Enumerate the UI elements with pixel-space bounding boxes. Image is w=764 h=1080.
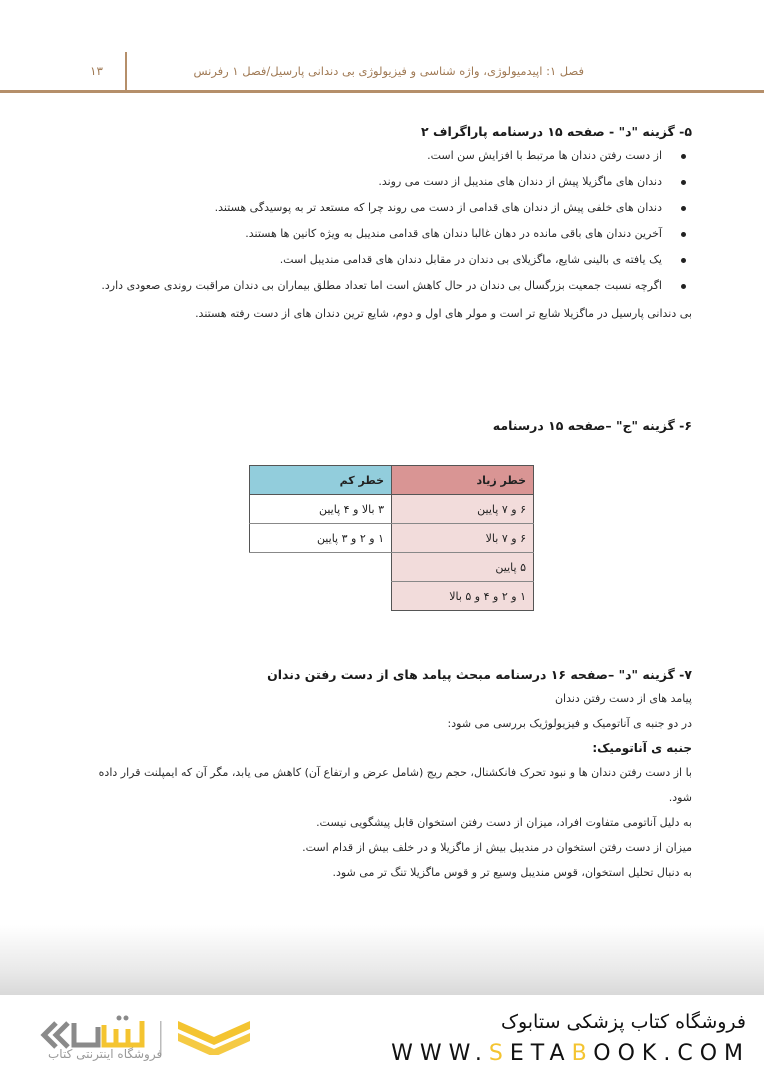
question-5-summary: بی دندانی پارسیل در ماگزیلا شایع تر است و مولر های اول و دوم، شایع ترین دندان های از دست رفته هستند. [195,307,692,320]
question-5-bullets [80,143,692,299]
high-risk-cell: ۶ و ۷ پایین [392,495,534,524]
bullet-icon [681,232,686,237]
bullet-icon [681,206,686,211]
question-7-body: به دلیل آناتومی متفاوت افراد، میزان از دست رفتن استخوان قابل پیشگویی نیست. [316,816,692,829]
high-risk-cell: ۵ پایین [392,553,534,582]
running-title: فصل ۱: اپیدمیولوژی، واژه شناسی و فیزیولوژی بی دندانی پارسیل/فصل ۱ رفرنس [193,64,584,78]
question-7-subheading: جنبه ی آناتومیک: [592,741,692,755]
page-number: ۱۳ [90,64,103,78]
list-item: دندان های خلفی پیش از دندان های قدامی از دست می روند چرا که مستعد تر به پوسیدگی هستند. [80,195,692,221]
high-risk-cell: ۶ و ۷ بالا [392,524,534,553]
question-7-title: ۷- گزینه "د" –صفحه ۱۶ درسنامه مبحث پیامد های از دست رفتن دندان [267,667,692,682]
bullet-icon [681,180,686,185]
high-risk-cell: ۱ و ۲ و ۴ و ۵ بالا [392,582,534,611]
store-url[interactable]: WWW.SETABOOK.COM [391,1041,750,1066]
table-row [250,582,534,611]
low-risk-cell: ۳ بالا و ۴ پایین [250,495,392,524]
low-risk-header: خطر کم [250,466,392,495]
header-divider [125,52,127,92]
question-7-line: پیامد های از دست رفتن دندان [554,692,692,705]
high-risk-header: خطر زیاد [392,466,534,495]
question-7-body: با از دست رفتن دندان ها و نبود تحرک فانکشنال، حجم ریج (شامل عرض و ارتفاع آن) کاهش می یابد، مگر آن که ایمپلنت قرار داده شود. [98,766,692,804]
table-row [250,553,534,582]
header-rule [0,90,764,93]
page-bottom-shadow [0,925,764,995]
list-item: آخرین دندان های باقی مانده در دهان غالبا دندان های قدامی مندیبل به ویژه کانین ها هستند. [80,221,692,247]
list-item: از دست رفتن دندان ها مرتبط با افزایش سن است. [80,143,692,169]
question-6-title: ۶- گزینه "ج" –صفحه ۱۵ درسنامه [492,418,692,433]
setabook-logo[interactable] [38,1015,298,1075]
table-header-row [250,466,534,495]
table-row [250,495,534,524]
list-item: یک یافته ی بالینی شایع، ماگزیلای بی دندان در مقابل دندان های قدامی مندیبل است. [80,247,692,273]
table-row [250,524,534,553]
question-5 [80,124,692,326]
question-6 [80,418,692,433]
question-7-line: در دو جنبه ی آناتومیک و فیزیولوژیک بررسی می شود: [447,717,692,730]
bullet-icon [681,284,686,289]
low-risk-cell: ۱ و ۲ و ۳ پایین [250,524,392,553]
question-7 [80,667,692,885]
page-header [0,52,764,92]
question-7-body: میزان از دست رفتن استخوان در مندیبل بیش از ماگزیلا و در خلف بیش از قدام است. [302,841,692,854]
risk-table [249,465,534,611]
question-7-body: به دنبال تحلیل استخوان، قوس مندیبل وسیع تر و قوس ماگزیلا تنگ تر می شود. [332,866,692,879]
logo-subtitle: فروشگاه اینترنتی کتاب [48,1047,163,1061]
empty-cell [250,582,392,611]
bullet-icon [681,258,686,263]
list-item: اگرچه نسبت جمعیت بزرگسال بی دندان در حال کاهش است اما تعداد مطلق بیماران بی دندان مراقبت روندی صعودی دارد. [80,273,692,299]
empty-cell [250,553,392,582]
question-5-title: ۵- گزینه "د" - صفحه ۱۵ درسنامه پاراگراف ۲ [420,124,692,139]
store-name: فروشگاه کتاب پزشکی ستابوک [500,1011,746,1033]
footer-banner [0,995,764,1080]
bullet-icon [681,154,686,159]
list-item: دندان های ماگزیلا پیش از دندان های مندیبل از دست می روند. [80,169,692,195]
